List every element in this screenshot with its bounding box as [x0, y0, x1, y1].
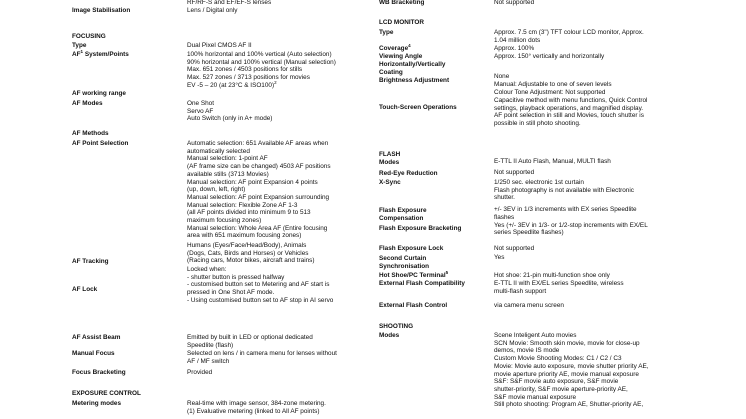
viewing-angle-label: Viewing Angle Horizontally/Vertically: [379, 53, 446, 68]
shooting-modes-values: Scene Inteligent Auto movies SCN Movie: Smooth skin movie, movie for close-up demos, movie IS mode Custom Movie Shooting Modes: C1 / C2 / C3 Movie: Movie auto exposure, movie shutter priority AE, movie aperture priority AE, movie manual exposure S&F: S&F movie auto exposure, S&F movie shutter-priority, S&F movie aperture-priority AE, S&F movie manual exposure Still photo shooting: Program AE, Shutter-priority AE,: [494, 332, 649, 409]
external-flash-control-label: External Flash Control: [379, 302, 448, 309]
af-assist-beam-values: Emitted by built in LED or optional dedicated Speedlite (flash): [187, 334, 313, 349]
manual-focus-values: Selected on lens / in camera menu for lenses without AF / MF switch: [187, 350, 337, 365]
lcd-type-values: Approx. 7.5 cm (3") TFT colour LCD monitor, Approx. 1.04 million dots: [494, 29, 644, 44]
af-modes-values: One Shot Servo AF Auto Switch (only in A+ mode): [187, 100, 273, 123]
metering-modes-values: Real-time with image sensor, 384-zone metering. (1) Evaluative metering (linked to All AF points): [187, 400, 326, 415]
exposure-control-heading: EXPOSURE CONTROL: [72, 390, 141, 397]
focus-bracketing-value: Provided: [187, 369, 213, 376]
touch-screen-label: Touch-Screen Operations: [379, 104, 457, 111]
af-modes-label: AF Modes: [72, 100, 103, 107]
brightness-adjustment-label: Brightness Adjustment: [379, 77, 450, 84]
af-methods-label: AF Methods: [72, 130, 109, 137]
wb-bracketing-value: Not supported: [494, 0, 535, 6]
hot-shoe-value: Hot shoe: 21-pin multi-function shoe only: [494, 272, 610, 279]
shooting-modes-label: Modes: [379, 332, 400, 339]
flash-exposure-lock-value: Not supported: [494, 245, 535, 252]
af-working-range-value: EV -5 – 20 (at 23°C & ISO100)$^2$: [187, 79, 277, 89]
flash-exposure-comp-label: Flash Exposure Compensation: [379, 207, 427, 222]
af-tracking-label: AF Tracking: [72, 258, 109, 265]
metering-modes-label: Metering modes: [72, 400, 122, 407]
flash-exposure-bracketing-values: flashes Yes (+/- 3EV in 1/3- or 1/2-stop increments with EX/EL series Speedlite flashes): [494, 214, 648, 237]
af-system-label: $AF^1$ System/Points: [72, 48, 129, 58]
type-value: Dual Pixel CMOS AF II: [187, 42, 252, 49]
lcd-type-label: Type: [379, 29, 394, 36]
external-flash-control-value: via camera menu screen: [494, 302, 564, 309]
flash-heading: FLASH: [379, 151, 401, 158]
af-assist-beam-label: AF Assist Beam: [72, 334, 121, 341]
coverage-value: Approx. 100%: [494, 45, 535, 52]
focus-bracketing-label: Focus Bracketing: [72, 369, 126, 376]
coverage-label: Coverage$^4$: [379, 42, 411, 52]
x-sync-label: X-Sync: [379, 179, 401, 186]
af-lock-label: AF Lock: [72, 286, 98, 293]
image-stabilisation-value: Lens / Digital only: [187, 7, 238, 14]
af-lock-values: Locked when: - shutter button is pressed halfway - customised button set to Metering and AF start is pressed in One Shot AF mode. - Using customised button set to AF stop in AI servo: [187, 266, 334, 304]
x-sync-values: 1/250 sec. electronic 1st curtain Flash photography is not available with Electronic shutter.: [494, 179, 634, 202]
viewing-angle-value: Approx. 150° vertically and horizontally: [494, 53, 605, 60]
manual-focus-label: Manual Focus: [72, 350, 115, 357]
af-point-selection-values: Automatic selection: 651 Available AF areas when automatically selected Manual selection: 1-point AF (AF frame size can be changed) 4503 AF positions available stills (3713 Movies) Manual selection: AF point Expansion 4 points (up, down, left, right) Manual selection: AF point Expansion surrounding Manual selection: Flexible Zone AF 1-3 (all AF points divided into minimum 9 to 513 maximum focusing zones) Manual selection: Whole Area AF (Entire focusing area with 651 maximum focusing zones): [187, 140, 331, 240]
coating-label: Coating: [379, 69, 403, 76]
external-flash-compat-values: E-TTL II with EX/EL series Speedlite, wireless multi-flash support: [494, 280, 624, 295]
shooting-heading: SHOOTING: [379, 323, 414, 330]
flash-exposure-bracketing-label: Flash Exposure Bracketing: [379, 225, 462, 232]
coating-value: None: [494, 73, 510, 80]
wb-bracketing-label: WB Bracketing: [379, 0, 425, 6]
red-eye-value: Not supported: [494, 169, 535, 176]
af-system-values: 100% horizontal and 100% vertical (Auto selection) 90% horizontal and 100% vertical (Manual selection) Max. 651 zones / 4503 positions for stills Max. 527 zones / 3713 positions for movies: [187, 51, 336, 82]
hot-shoe-label: Hot Shoe/PC Terminal$^5$: [379, 269, 449, 279]
focusing-heading: FOCUSING: [72, 33, 106, 40]
second-curtain-value: Yes: [494, 254, 505, 261]
flash-exposure-lock-label: Flash Exposure Lock: [379, 245, 444, 252]
red-eye-label: Red-Eye Reduction: [379, 170, 438, 177]
type-label: Type: [72, 42, 87, 49]
brightness-values: Manual: Adjustable to one of seven levels Colour Tone Adjustment: Not supported: [494, 81, 612, 96]
image-stabilisation-label: Image Stabilisation: [72, 7, 131, 14]
touch-screen-values: Capacitive method with menu functions, Quick Control settings, playback operations, and magnified display. AF point selection in still and Movies, touch shutter is possible in still photo shooting.: [494, 97, 648, 128]
flash-modes-value: E-TTL II Auto Flash, Manual, MULTI flash: [494, 158, 611, 165]
af-working-range-label: AF working range: [72, 90, 126, 97]
lcd-monitor-heading: LCD MONITOR: [379, 19, 424, 26]
flash-modes-label: Modes: [379, 159, 400, 166]
flash-exposure-comp-value: +/- 3EV in 1/3 increments with EX series Speedlite: [494, 206, 637, 213]
af-tracking-values: Humans (Eyes/Face/Head/Body), Animals (Dogs, Cats, Birds and Horses) or Vehicles (Racing cars, Motor bikes, aircraft and trains): [187, 242, 315, 265]
external-flash-compat-label: External Flash Compatibility: [379, 280, 465, 287]
second-curtain-label: Second Curtain Synchronisation: [379, 255, 430, 270]
af-point-selection-label: AF Point Selection: [72, 140, 129, 147]
lens-mount-value: RF/RF-S and EF/EF-S lenses: [187, 0, 272, 6]
